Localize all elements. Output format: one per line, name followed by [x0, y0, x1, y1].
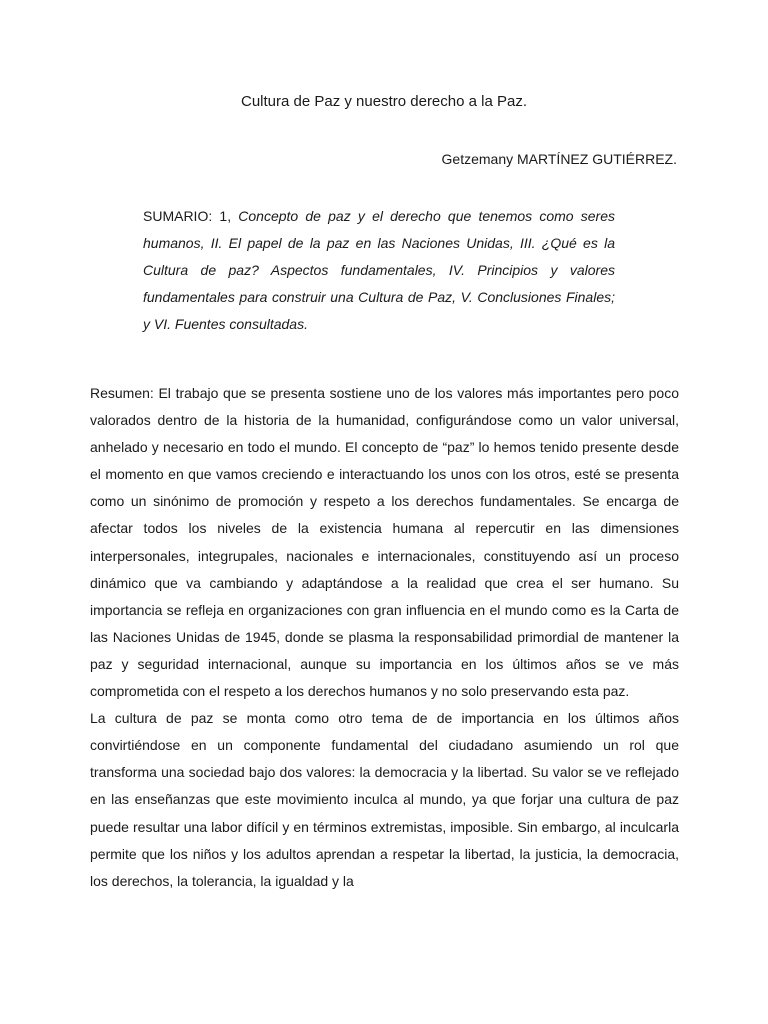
summary-block — [143, 203, 615, 338]
body-text — [90, 380, 679, 895]
paragraph-abstract: Resumen: El trabajo que se presenta sostiene uno de los valores más importantes pero poco valorados dentro de la historia de la humanidad, configurándose como un valor universal, anhelado y necesario en todo el mundo. El concepto de “paz” lo hemos tenido presente desde el momento en que vamos creciendo e interactuando los unos con los otros, esté se presenta como un sinónimo de promoción y respeto a los derechos fundamentales. Se encarga de afectar todos los niveles de la existencia humana al repercutir en las dimensiones interpersonales, integrupales, nacionales e internacionales, constituyendo así un proceso dinámico que va cambiando y adaptándose a la realidad que crea el ser humano. Su importancia se refleja en organizaciones con gran influencia en el mundo como es la Carta de las Naciones Unidas de 1945, donde se plasma la responsabilidad primordial de mantener la paz y seguridad internacional, aunque su importancia en los últimos años se ve más comprometida con el respeto a los derechos humanos y no solo preservando esta paz. — [90, 385, 679, 700]
author-name: Getzemany MARTÍNEZ GUTIÉRREZ. — [441, 151, 677, 167]
paragraph-culture: La cultura de paz se monta como otro tema de de importancia en los últimos años convirtiéndose en un componente fundamental del ciudadano asumiendo un rol que transforma una sociedad bajo dos valores: la democracia y la libertad. Su valor se ve reflejado en las enseñanzas que este movimiento inculca al mundo, ya que forjar una cultura de paz puede resultar una labor difícil y en términos extremistas, imposible. Sin embargo, al inculcarla permite que los niños y los adultos aprendan a respetar la libertad, la justicia, la democracia, los derechos, la tolerancia, la igualdad y la — [90, 710, 679, 889]
summary-text: Concepto de paz y el derecho que tenemos como seres humanos, II. El papel de la paz en las Naciones Unidas, III. ¿Qué es la Cultura de paz? Aspectos fundamentales, IV. Principios y valores fundamentales para construir una Cultura de Paz, V. Conclusiones Finales; y VI. Fuentes consultadas. — [143, 208, 615, 332]
summary-label: SUMARIO: 1, — [143, 208, 239, 224]
document-title: Cultura de Paz y nuestro derecho a la Paz. — [241, 93, 527, 110]
